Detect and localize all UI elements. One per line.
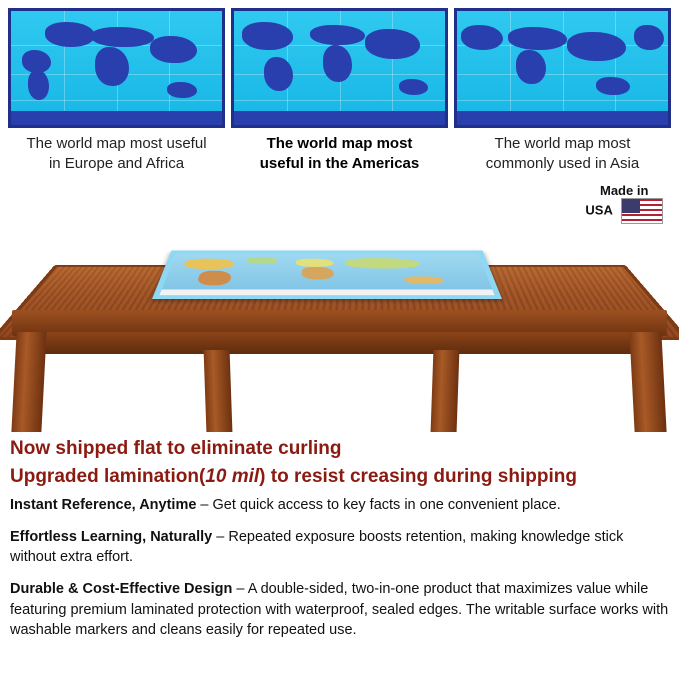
world-map-placemat <box>152 250 502 299</box>
marketing-copy <box>0 432 679 641</box>
made-in-line2: USA <box>585 202 613 218</box>
table-leg <box>11 332 46 432</box>
made-in-line1: Made in <box>600 182 649 198</box>
headline-lamination-before: Upgraded lamination( <box>10 466 206 488</box>
bullet-title: Effortless Learning, Naturally <box>10 528 213 545</box>
bullet-dash: – <box>212 528 229 545</box>
bullet-text: Repeated exposure boosts retention, making knowledge stick without extra effort. <box>10 528 624 566</box>
map-caption-americas: The world map most useful in the Americas <box>259 135 420 172</box>
map-caption-europe-africa: The world map most useful in Europe and Africa <box>26 135 207 172</box>
bullet-instant-reference <box>10 495 669 516</box>
bullet-dash: – <box>196 497 213 514</box>
world-map-europe-africa-thumbnail <box>8 8 225 128</box>
map-card-americas <box>231 8 448 174</box>
world-map-americas-thumbnail <box>231 8 448 128</box>
headline-lamination-mil: 10 mil <box>205 466 260 488</box>
bullet-text: Get quick access to key facts in one convenient place. <box>212 497 561 514</box>
bullet-title: Durable & Cost-Effective Design <box>10 580 233 597</box>
map-thumbnails-row <box>0 0 679 174</box>
product-photo-table-with-placemat <box>0 182 679 432</box>
table-apron <box>30 332 650 354</box>
table-leg <box>431 350 460 432</box>
map-caption-asia: The world map most commonly used in Asia <box>485 135 640 172</box>
usa-flag-icon <box>621 198 663 224</box>
table-leg <box>204 350 233 432</box>
bullet-dash: – <box>232 580 248 597</box>
made-in-usa-badge <box>585 184 663 224</box>
map-card-asia <box>454 8 671 174</box>
headline-lamination-after: ) to resist creasing during shipping <box>259 466 577 488</box>
world-map-asia-thumbnail <box>454 8 671 128</box>
headline-upgraded-lamination <box>10 466 669 489</box>
bullet-text: A double-sided, two-in-one product that maximizes value while featuring premium laminated protection with waterproof, sealed edges. The writable surface works with washable markers and cleans easily for repeated use. <box>10 580 669 639</box>
bullet-effortless-learning <box>10 527 669 568</box>
headline-shipped-flat: Now shipped flat to eliminate curling <box>10 437 342 459</box>
table-leg <box>629 332 666 432</box>
map-card-europe-africa <box>8 8 225 174</box>
bullet-title: Instant Reference, Anytime <box>10 497 197 514</box>
bullet-durable-design <box>10 579 669 641</box>
